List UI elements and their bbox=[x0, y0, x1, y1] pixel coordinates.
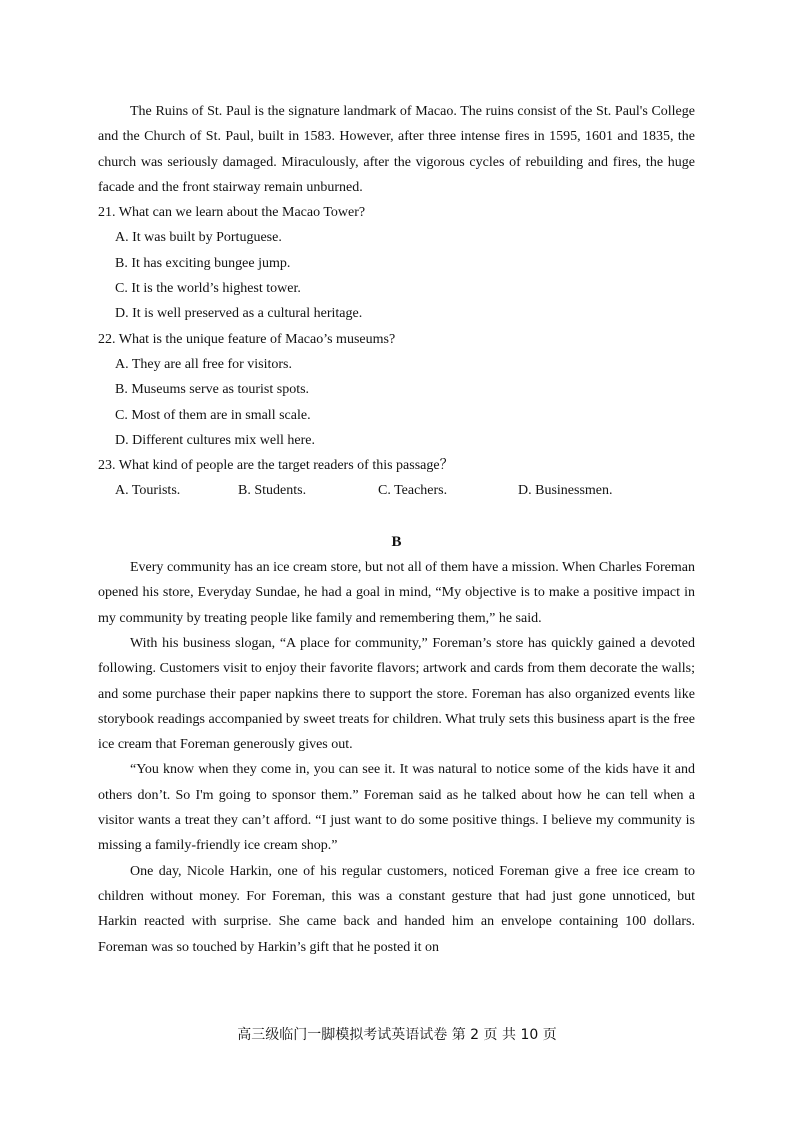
option-a: A. They are all free for visitors. bbox=[115, 356, 293, 372]
option-b: B. Museums serve as tourist spots. bbox=[115, 382, 310, 398]
option-b: B. It has exciting bungee jump. bbox=[115, 255, 291, 271]
section-b-paragraph-3: “You know when they come in, you can see it. It was natural to notice some of the kids have it and others don’t. So I'm going to sponsor them.” Foreman said as he talked about how he can tell when a visitor wants a treat they can’t afford. “I just want to do some positive things. I believe my community is missing a family-friendly ice cream shop.” bbox=[98, 762, 695, 854]
options-row bbox=[98, 478, 695, 503]
option-a: A. Tourists. bbox=[115, 483, 181, 499]
option-b: B. Students. bbox=[238, 483, 307, 499]
option-c: C. Most of them are in small scale. bbox=[115, 407, 311, 423]
option-a: A. It was built by Portuguese. bbox=[115, 230, 282, 246]
option-d: D. Different cultures mix well here. bbox=[115, 432, 315, 448]
section-b-title: B bbox=[391, 533, 402, 550]
section-b-paragraph-1: Every community has an ice cream store, but not all of them have a mission. When Charles Foreman opened his store, Everyday Sundae, he had a goal in mind, “My objective is to make a positive impact in my community by treating people like family and remembering them,” he said. bbox=[98, 560, 695, 626]
question-stem: 23. What kind of people are the target readers of this passage？ bbox=[98, 458, 454, 474]
option-c: C. Teachers. bbox=[378, 483, 448, 499]
section-b-paragraph-2: With his business slogan, “A place for community,” Foreman’s store has quickly gained a devoted following. Customers visit to enjoy their favorite flavors; artwork and cards from them decorate the walls; and some purchase their paper napkins there to support the store. Foreman has also organized events like storybook readings accompanied by sweet treats for children. What truly sets this business apart is the free ice cream that Foreman generously gives out. bbox=[98, 635, 695, 753]
option-c: C. It is the world’s highest tower. bbox=[115, 281, 301, 297]
option-d: D. It is well preserved as a cultural heritage. bbox=[115, 306, 363, 322]
option-d: D. Businessmen. bbox=[518, 483, 613, 499]
question-stem: 21. What can we learn about the Macao Tower? bbox=[98, 205, 366, 221]
question-23 bbox=[98, 453, 695, 504]
section-b-paragraph-4: One day, Nicole Harkin, one of his regular customers, noticed Foreman give a free ice cream to children without money. For Foreman, this was a constant gesture that had just gone unnoticed, but Harkin reacted with surprise. She came back and handed him an envelope containing 100 dollars. Foreman was so touched by Harkin’s gift that he posted it on bbox=[98, 863, 695, 955]
exam-page-content bbox=[98, 99, 695, 960]
page-footer: 高三级临门一脚模拟考试英语试卷 第 2 页 共 10 页 bbox=[237, 1027, 557, 1043]
question-22 bbox=[98, 327, 695, 453]
question-stem: 22. What is the unique feature of Macao’s museums? bbox=[98, 331, 396, 347]
intro-paragraph: The Ruins of St. Paul is the signature landmark of Macao. The ruins consist of the St. Paul's College and the Church of St. Paul, built in 1583. However, after three intense fires in 1595, 1601 and 1835, the church was seriously damaged. Miraculously, after the vigorous cycles of rebuilding and fires, the huge facade and the front stairway remain unburned. bbox=[98, 104, 695, 195]
question-21 bbox=[98, 200, 695, 326]
